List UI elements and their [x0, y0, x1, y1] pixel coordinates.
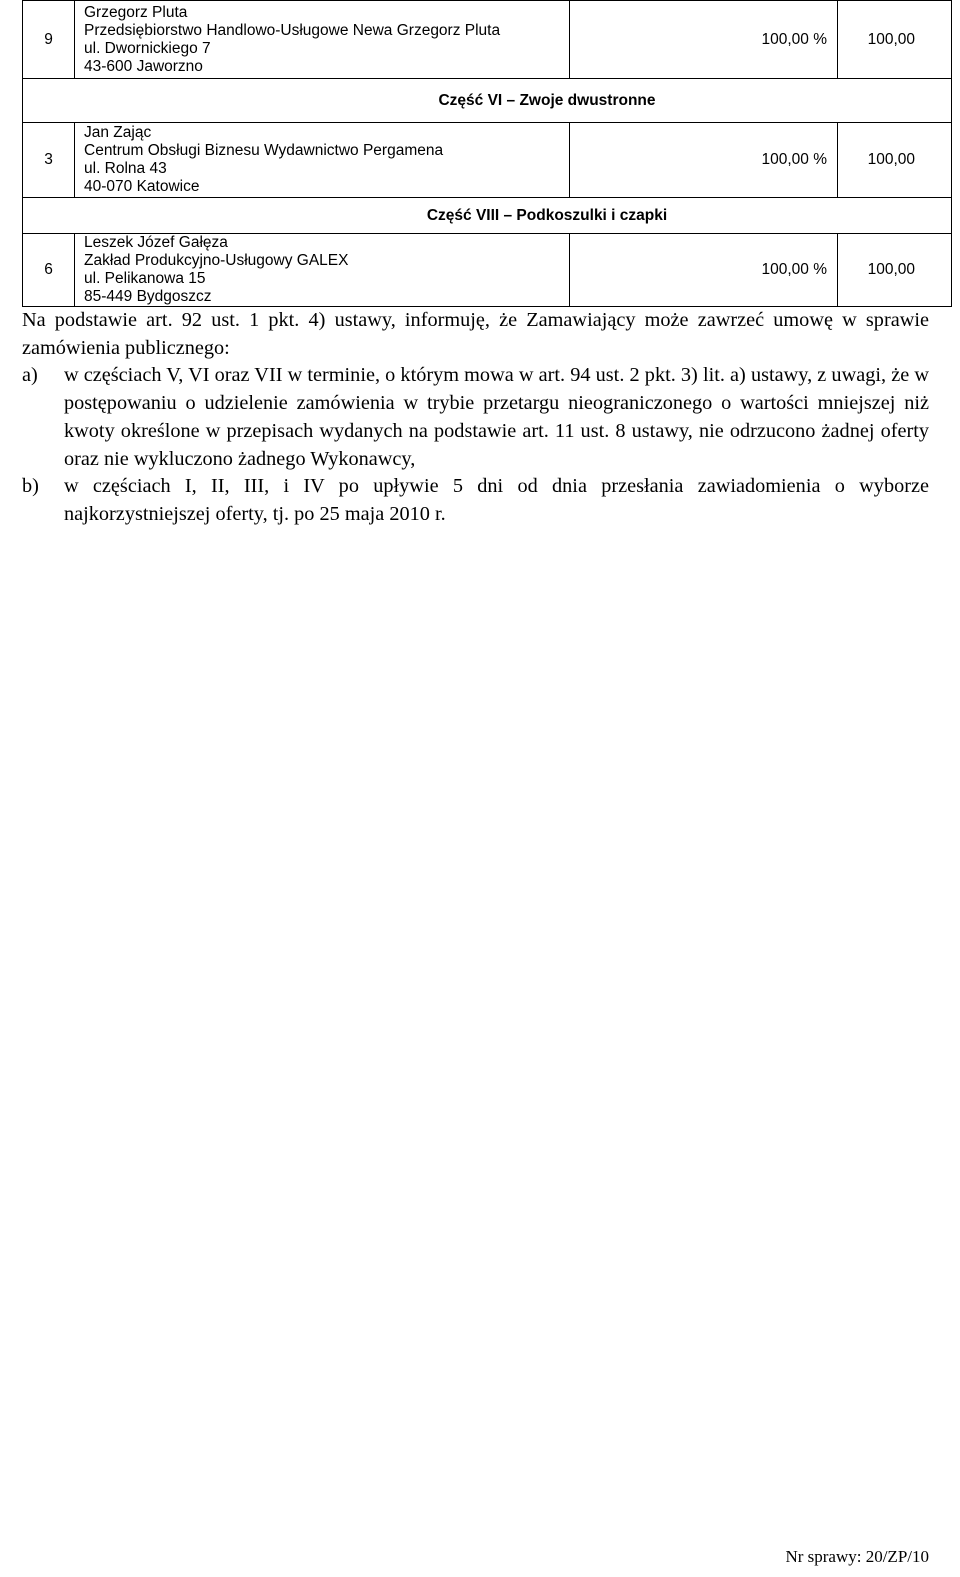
firm-cell: [75, 123, 570, 198]
firm-line: ul. Rolna 43: [84, 160, 167, 177]
offer-row: [23, 1, 952, 79]
firm-line: 40-070 Katowice: [84, 178, 200, 195]
item-label: a): [22, 364, 38, 387]
firm-line: Grzegorz Pluta: [84, 3, 188, 21]
firm-line: Zakład Produkcyjno-Usługowy GALEX: [84, 252, 349, 269]
firm-line: Centrum Obsługi Biznesu Wydawnictwo Pergamena: [84, 142, 444, 159]
item-text: w częściach I, II, III, i IV po upływie 5 dni od dnia przesłania zawiadomienia o wyborze najkorzystniejszej oferty, tj. po 25 maja 2010 r.: [64, 475, 929, 525]
offer-number: 3: [23, 123, 75, 198]
firm-cell: [75, 1, 570, 79]
part-title: Część VIII – Podkoszulki i czapki: [23, 198, 952, 234]
percent-cell: 100,00 %: [570, 234, 838, 307]
points-cell: 100,00: [838, 234, 952, 307]
list-item: [22, 362, 929, 473]
points-cell: 100,00: [838, 123, 952, 198]
part-row: [23, 79, 952, 123]
firm-line: 85-449 Bydgoszcz: [84, 288, 212, 305]
item-label: b): [22, 475, 39, 498]
firm-line: Leszek Józef Gałęza: [84, 234, 228, 251]
firm-line: ul. Dwornickiego 7: [84, 39, 211, 57]
firm-line: Przedsiębiorstwo Handlowo-Usługowe Newa Grzegorz Pluta: [84, 21, 501, 39]
offer-number: 9: [23, 1, 75, 79]
part-row: [23, 198, 952, 234]
percent-cell: 100,00 %: [570, 123, 838, 198]
item-text: w częściach V, VI oraz VII w terminie, o którym mowa w art. 94 ust. 2 pkt. 3) lit. a) ustawy, z uwagi, że w postępowaniu o udzielenie zamówienia w trybie przetargu nieograniczonego o wartości mniejszej niż kwoty określone w przepisach wydanych na podstawie art. 11 ust. 8 ustawy, nie odrzucono żadnej oferty oraz nie wykluczono żadnego Wykonawcy,: [64, 364, 929, 470]
part-title: Część VI – Zwoje dwustronne: [23, 79, 952, 123]
firm-cell: [75, 234, 570, 307]
intro-paragraph: Na podstawie art. 92 ust. 1 pkt. 4) ustawy, informuję, że Zamawiający może zawrzeć umowę w sprawie zamówienia publicznego:: [22, 309, 929, 359]
firm-line: 43-600 Jaworzno: [84, 57, 203, 75]
firm-line: ul. Pelikanowa 15: [84, 270, 206, 287]
offer-row: [23, 123, 952, 198]
offer-number: 6: [23, 234, 75, 307]
percent-cell: 100,00 %: [570, 1, 838, 79]
firm-line: Jan Zając: [84, 124, 152, 141]
points-cell: 100,00: [838, 1, 952, 79]
case-number: Nr sprawy: 20/ZP/10: [785, 1547, 929, 1566]
offer-row: [23, 234, 952, 307]
list-item: [22, 473, 929, 528]
body-text: [22, 307, 929, 529]
results-table: [22, 0, 952, 307]
